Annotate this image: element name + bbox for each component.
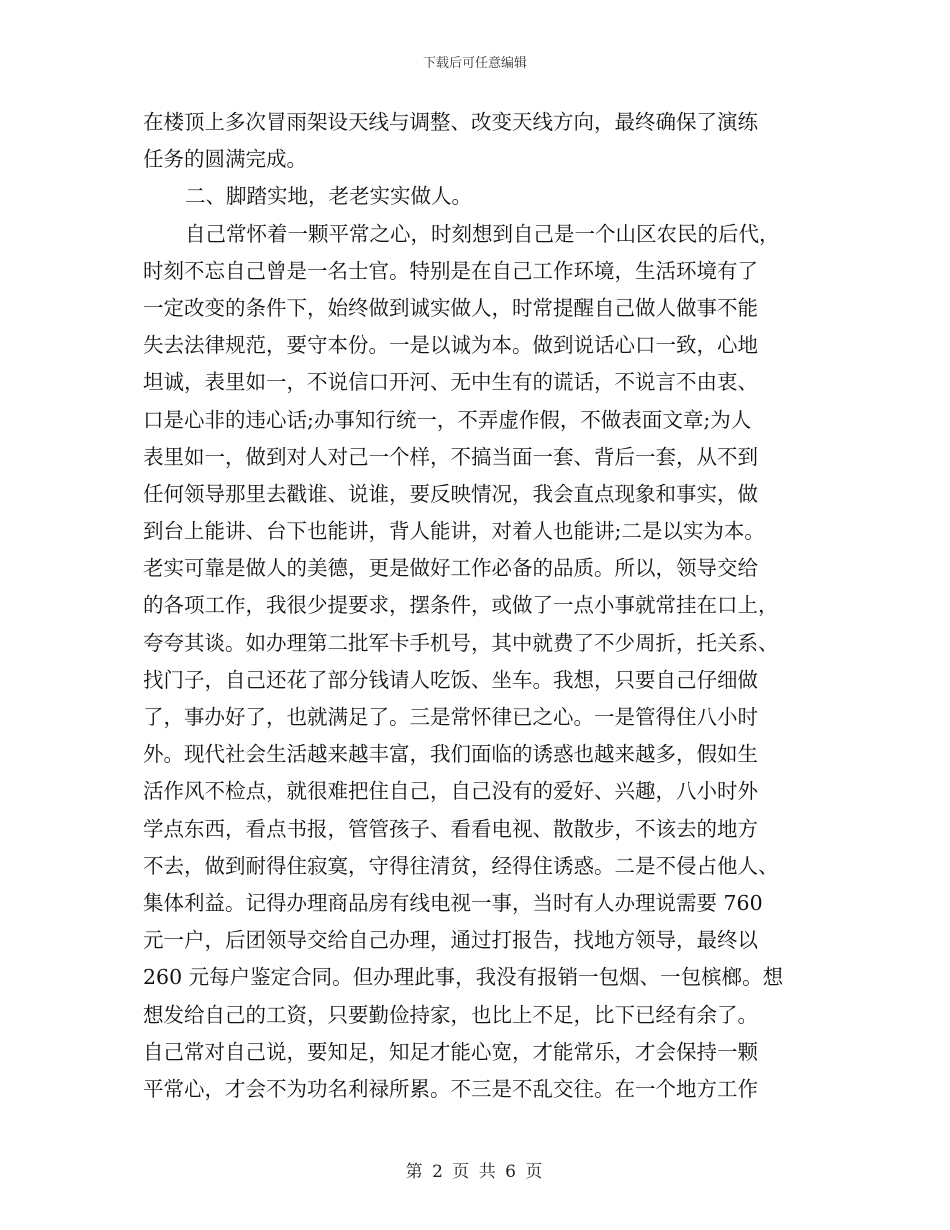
text-line: 在楼顶上多次冒雨架设天线与调整、改变天线方向，最终确保了演练 — [143, 110, 758, 134]
text-line: 找门子，自己还花了部分钱请人吃饭、坐车。我想，只要自己仔细做 — [143, 667, 758, 692]
text-line: 自己常对自己说，要知足，知足才能心宽，才能常乐，才会保持一颗 — [143, 1039, 758, 1064]
text-line: 不去，做到耐得住寂寞，守得往清贫，经得住诱惑。二是不侵占他人、 — [143, 853, 779, 878]
text-line: 表里如一，做到对人对己一个样，不搞当面一套、背后一套，从不到 — [143, 444, 758, 469]
text-line: 失去法律规范，要守本份。一是以诚为本。做到说话心口一致，心地 — [143, 333, 758, 358]
text-line: 元一户，后团领导交给自己办理，通过打报告，找地方领导，最终以 — [143, 928, 758, 953]
text-line: 坦诚，表里如一，不说信口开河、无中生有的谎话，不说言不由衷、 — [143, 370, 758, 395]
text-line: 活作风不检点，就很难把住自己，自己没有的爱好、兴趣，八小时外 — [143, 779, 758, 804]
page-header: 下载后可任意编辑 — [422, 56, 527, 71]
text-line: 任务的圆满完成。 — [143, 147, 307, 172]
text-line: 集体利益。记得办理商品房有线电视一事，当时有人办理说需要 760 — [143, 890, 763, 915]
document-body — [143, 104, 811, 1108]
text-line: 的各项工作，我很少提要求，摆条件，或做了一点小事就常挂在口上， — [143, 593, 779, 618]
text-line: 任何领导那里去戳谁、说谁，要反映情况，我会直点现象和事实，做 — [143, 481, 758, 506]
text-line: 260 元每户鉴定合同。但办理此事，我没有报销一包烟、一包槟榔。想 — [143, 965, 784, 990]
text-line: 口是心非的违心话;办事知行统一，不弄虚作假，不做表面文章;为人 — [143, 407, 752, 432]
text-line: 学点东西，看点书报，管管孩子、看看电视、散散步，不该去的地方 — [143, 816, 758, 841]
text-line: 夸夸其谈。如办理第二批军卡手机号，其中就费了不少周折，托关系、 — [143, 630, 779, 655]
text-line: 一定改变的条件下，始终做到诚实做人，时常提醒自己做人做事不能 — [143, 295, 758, 320]
page-footer: 第 2 页 共 6 页 — [405, 1162, 545, 1182]
text-line: 了，事办好了，也就满足了。三是常怀律已之心。一是管得住八小时 — [143, 705, 758, 729]
section-heading: 二、脚踏实地，老老实实做人。 — [185, 184, 472, 209]
text-line: 自己常怀着一颗平常之心，时刻想到自己是一个山区农民的后代， — [185, 221, 780, 246]
text-line: 外。现代社会生活越来越丰富，我们面临的诱惑也越来越多，假如生 — [143, 742, 758, 767]
text-line: 到台上能讲、台下也能讲，背人能讲，对着人也能讲;二是以实为本。 — [143, 519, 765, 544]
text-line: 平常心，才会不为功名利禄所累。不三是不乱交往。在一个地方工作 — [143, 1076, 758, 1101]
text-line: 时刻不忘自己曾是一名士官。特别是在自己工作环境，生活环境有了 — [143, 258, 758, 283]
text-line: 老实可靠是做人的美德，更是做好工作必备的品质。所以，领导交给 — [143, 556, 758, 581]
text-line: 想发给自己的工资，只要勤俭持家，也比上不足，比下已经有余了。 — [143, 1002, 758, 1027]
